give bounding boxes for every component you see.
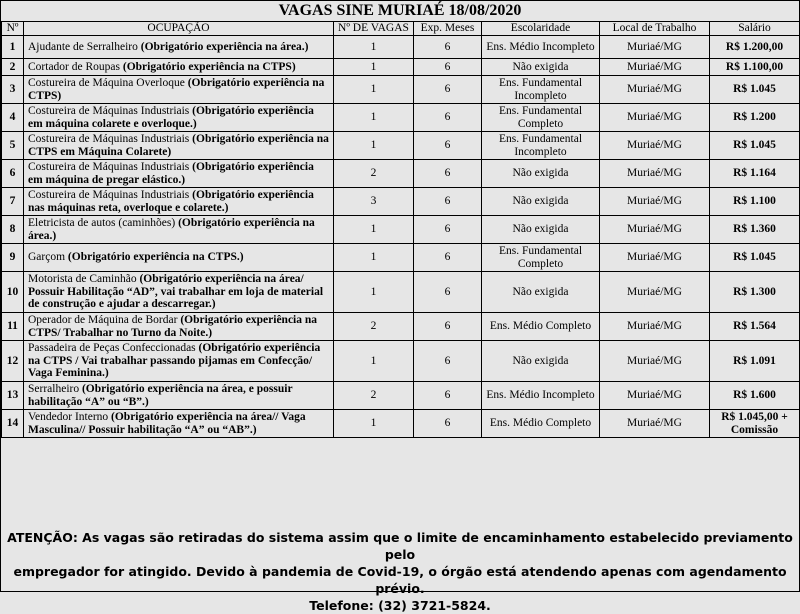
salary-value: R$ 1.164 xyxy=(733,167,776,180)
occupation-requirements: (Obrigatório experiência na CTPS) xyxy=(28,77,325,102)
schooling-value: Não exigida xyxy=(512,167,569,180)
header-number: Nº xyxy=(2,22,24,36)
vacancies-cell xyxy=(334,216,414,244)
experience-value: 6 xyxy=(444,111,451,124)
workplace-value: Muriaé/MG xyxy=(627,389,682,402)
row-number-value: 6 xyxy=(9,167,16,180)
experience-cell xyxy=(414,160,482,188)
table-row xyxy=(2,410,800,438)
schooling-cell xyxy=(482,341,600,382)
occupation-cell xyxy=(24,272,334,313)
row-number xyxy=(2,59,24,76)
experience-cell xyxy=(414,313,482,341)
row-number-value: 4 xyxy=(9,111,16,124)
workplace-value: Muriaé/MG xyxy=(627,139,682,152)
page-title: VAGAS SINE MURIAÉ 18/08/2020 xyxy=(278,2,522,19)
header-experience: Exp. Meses xyxy=(414,22,482,36)
schooling-cell xyxy=(482,410,600,438)
workplace-cell xyxy=(600,132,710,160)
row-number-value: 13 xyxy=(6,389,19,402)
row-number-value: 5 xyxy=(9,139,16,152)
occupation-name: Cortador de Roupas xyxy=(28,60,120,73)
salary-value: R$ 1.600 xyxy=(733,389,776,402)
table-row xyxy=(2,36,800,59)
row-number-value: 10 xyxy=(6,285,19,298)
occupation-requirements: (Obrigatório experiência na área, e possuir habilitação “A” ou “B”.) xyxy=(28,383,293,408)
workplace-cell xyxy=(600,382,710,410)
salary-cell xyxy=(710,272,800,313)
table-row xyxy=(2,313,800,341)
workplace-value: Muriaé/MG xyxy=(627,83,682,96)
salary-cell xyxy=(710,216,800,244)
row-number-value: 12 xyxy=(6,354,19,367)
workplace-value: Muriaé/MG xyxy=(627,285,682,298)
experience-cell xyxy=(414,59,482,76)
experience-value: 6 xyxy=(444,417,451,430)
salary-cell xyxy=(710,410,800,438)
workplace-value: Muriaé/MG xyxy=(627,417,682,430)
occupation-name: Costureira de Máquina Overloque xyxy=(28,77,185,89)
workplace-cell xyxy=(600,313,710,341)
workplace-value: Muriaé/MG xyxy=(627,320,682,333)
salary-cell xyxy=(710,76,800,104)
vacancies-value: 1 xyxy=(370,139,377,152)
vacancies-value: 1 xyxy=(370,251,377,264)
schooling-cell xyxy=(482,76,600,104)
experience-cell xyxy=(414,410,482,438)
experience-value: 6 xyxy=(444,354,451,367)
experience-value: 6 xyxy=(444,223,451,236)
vacancies-cell xyxy=(334,272,414,313)
workplace-value: Muriaé/MG xyxy=(627,354,682,367)
salary-value: R$ 1.100,00 xyxy=(725,60,784,73)
experience-value: 6 xyxy=(444,285,451,298)
salary-value: R$ 1.045,00 + Comissão xyxy=(721,411,788,436)
schooling-value: Ens. Médio Incompleto xyxy=(486,40,595,53)
occupation-cell xyxy=(24,410,334,438)
occupation-name: Ajudante de Serralheiro xyxy=(28,40,138,53)
occupation-name: Passadeira de Peças Confeccionadas xyxy=(28,342,196,355)
row-number xyxy=(2,160,24,188)
schooling-cell xyxy=(482,160,600,188)
row-number xyxy=(2,36,24,59)
row-number xyxy=(2,244,24,272)
workplace-cell xyxy=(600,76,710,104)
experience-value: 6 xyxy=(444,251,451,264)
occupation-name: Serralheiro xyxy=(28,383,80,395)
salary-value: R$ 1.045 xyxy=(733,83,776,96)
schooling-value: Ens. Médio Completo xyxy=(489,417,592,430)
vacancies-value: 1 xyxy=(370,417,377,430)
row-number xyxy=(2,313,24,341)
occupation-requirements: (Obrigatório experiência nas máquinas reta, overloque e colarete.) xyxy=(28,189,314,214)
experience-value: 6 xyxy=(444,60,451,73)
row-number xyxy=(2,104,24,132)
salary-cell xyxy=(710,36,800,59)
schooling-cell xyxy=(482,36,600,59)
experience-cell xyxy=(414,244,482,272)
vacancies-value: 2 xyxy=(370,320,377,333)
notice-footer xyxy=(1,529,799,614)
workplace-cell xyxy=(600,59,710,76)
schooling-cell xyxy=(482,272,600,313)
notice-line-2: empregador for atingido. Devido à pandemia de Covid-19, o órgão está atendendo apenas com agendamento prévio. xyxy=(13,564,787,596)
vacancies-value: 3 xyxy=(370,195,377,208)
experience-value: 6 xyxy=(444,195,451,208)
occupation-requirements: (Obrigatório experiência na área// Vaga Masculina// Possuir habilitação “A” ou “AB”.) xyxy=(28,411,306,436)
experience-value: 6 xyxy=(444,40,451,53)
salary-cell xyxy=(710,341,800,382)
occupation-cell xyxy=(24,244,334,272)
salary-value: R$ 1.045 xyxy=(733,139,776,152)
row-number-value: 9 xyxy=(9,251,16,264)
table-row xyxy=(2,272,800,313)
row-number-value: 3 xyxy=(9,83,16,96)
schooling-cell xyxy=(482,132,600,160)
workplace-value: Muriaé/MG xyxy=(627,251,682,264)
schooling-cell xyxy=(482,216,600,244)
schooling-cell xyxy=(482,382,600,410)
row-number-value: 8 xyxy=(9,223,16,236)
row-number xyxy=(2,272,24,313)
row-number-value: 11 xyxy=(7,320,18,333)
schooling-value: Ens. Fundamental Incompleto xyxy=(498,77,583,102)
workplace-cell xyxy=(600,272,710,313)
vacancies-cell xyxy=(334,132,414,160)
row-number xyxy=(2,76,24,104)
occupation-requirements: (Obrigatório experiência na CTPS) xyxy=(122,60,296,73)
vacancies-value: 1 xyxy=(370,285,377,298)
occupation-name: Costureira de Máquinas Industriais xyxy=(28,105,190,117)
salary-value: R$ 1.045 xyxy=(733,251,776,264)
salary-value: R$ 1.100 xyxy=(733,195,776,208)
vacancies-cell xyxy=(334,59,414,76)
header-workplace: Local de Trabalho xyxy=(600,22,710,36)
occupation-cell xyxy=(24,216,334,244)
schooling-value: Não exigida xyxy=(512,223,569,236)
schooling-cell xyxy=(482,244,600,272)
table-row xyxy=(2,341,800,382)
occupation-requirements: (Obrigatório experiência na área.) xyxy=(28,217,315,242)
table-row xyxy=(2,59,800,76)
row-number xyxy=(2,382,24,410)
header-vacancies: Nº DE VAGAS xyxy=(334,22,414,36)
salary-value: R$ 1.300 xyxy=(733,285,776,298)
experience-cell xyxy=(414,272,482,313)
table-row xyxy=(2,132,800,160)
salary-value: R$ 1.091 xyxy=(733,354,776,367)
vacancies-value: 2 xyxy=(370,167,377,180)
salary-cell xyxy=(710,188,800,216)
occupation-name: Costureira de Máquinas Industriais xyxy=(28,189,190,201)
vacancies-value: 1 xyxy=(370,60,377,73)
experience-cell xyxy=(414,132,482,160)
workplace-cell xyxy=(600,104,710,132)
vacancies-value: 1 xyxy=(370,223,377,236)
schooling-value: Não exigida xyxy=(512,354,569,367)
table-row xyxy=(2,382,800,410)
experience-value: 6 xyxy=(444,320,451,333)
occupation-requirements: (Obrigatório experiência na CTPS/ Trabalhar no Turno da Noite.) xyxy=(28,314,318,339)
salary-cell xyxy=(710,104,800,132)
vacancies-cell xyxy=(334,313,414,341)
salary-cell xyxy=(710,244,800,272)
workplace-value: Muriaé/MG xyxy=(627,60,682,73)
vacancies-cell xyxy=(334,244,414,272)
schooling-value: Ens. Fundamental Completo xyxy=(498,105,583,130)
workplace-cell xyxy=(600,410,710,438)
salary-value: R$ 1.564 xyxy=(733,320,776,333)
vacancies-cell xyxy=(334,341,414,382)
row-number xyxy=(2,188,24,216)
salary-cell xyxy=(710,160,800,188)
occupation-cell xyxy=(24,160,334,188)
experience-value: 6 xyxy=(444,139,451,152)
schooling-value: Não exigida xyxy=(512,195,569,208)
vacancies-value: 1 xyxy=(370,111,377,124)
table-row xyxy=(2,244,800,272)
row-number xyxy=(2,132,24,160)
salary-cell xyxy=(710,382,800,410)
occupation-cell xyxy=(24,382,334,410)
workplace-cell xyxy=(600,244,710,272)
experience-cell xyxy=(414,341,482,382)
experience-cell xyxy=(414,76,482,104)
salary-value: R$ 1.200,00 xyxy=(725,40,784,53)
occupation-requirements: (Obrigatório experiência na CTPS.) xyxy=(67,251,244,264)
table-row xyxy=(2,216,800,244)
table-row xyxy=(2,188,800,216)
occupation-cell xyxy=(24,104,334,132)
experience-value: 6 xyxy=(444,389,451,402)
experience-cell xyxy=(414,36,482,59)
workplace-value: Muriaé/MG xyxy=(627,223,682,236)
vacancies-cell xyxy=(334,160,414,188)
workplace-value: Muriaé/MG xyxy=(627,167,682,180)
occupation-name: Operador de Máquina de Bordar xyxy=(28,314,178,326)
workplace-cell xyxy=(600,160,710,188)
experience-cell xyxy=(414,188,482,216)
vacancies-cell xyxy=(334,410,414,438)
notice-line-1: ATENÇÃO: As vagas são retiradas do sistema assim que o limite de encaminhamento estabelecido previamento pelo xyxy=(7,530,793,562)
vacancies-cell xyxy=(334,188,414,216)
vacancies-value: 1 xyxy=(370,40,377,53)
occupation-cell xyxy=(24,132,334,160)
workplace-cell xyxy=(600,216,710,244)
vacancies-value: 1 xyxy=(370,354,377,367)
row-number-value: 1 xyxy=(9,40,16,53)
experience-value: 6 xyxy=(444,83,451,96)
vacancies-cell xyxy=(334,382,414,410)
phone-line: Telefone: (32) 3721-5824. xyxy=(309,598,491,613)
row-number xyxy=(2,216,24,244)
occupation-cell xyxy=(24,341,334,382)
vacancies-value: 2 xyxy=(370,389,377,402)
table-header-row xyxy=(2,22,800,36)
schooling-value: Não exigida xyxy=(512,60,569,73)
salary-value: R$ 1.360 xyxy=(733,223,776,236)
salary-value: R$ 1.200 xyxy=(733,111,776,124)
workplace-value: Muriaé/MG xyxy=(627,195,682,208)
occupation-requirements: (Obrigatório experiência na área/ Possuir Habilitação “AD”, vai trabalhar em loja de material de construção e ajudar a descarregar.) xyxy=(28,273,324,311)
occupation-requirements: (Obrigatório experiência na CTPS / Vai trabalhar passando pijamas em Confecção/ Vaga Feminina.) xyxy=(28,342,321,380)
table-row xyxy=(2,160,800,188)
occupation-requirements: (Obrigatório experiência na CTPS em Máquina Colarete) xyxy=(28,133,329,158)
schooling-value: Ens. Fundamental Incompleto xyxy=(498,133,583,158)
experience-value: 6 xyxy=(444,167,451,180)
occupation-name: Eletricista de autos (caminhões) xyxy=(28,217,176,229)
workplace-value: Muriaé/MG xyxy=(627,40,682,53)
vacancies-cell xyxy=(334,104,414,132)
header-salary: Salário xyxy=(710,22,800,36)
occupation-cell xyxy=(24,59,334,76)
occupation-requirements: (Obrigatório experiência na área.) xyxy=(140,40,309,53)
occupation-cell xyxy=(24,313,334,341)
schooling-cell xyxy=(482,104,600,132)
workplace-cell xyxy=(600,341,710,382)
schooling-value: Não exigida xyxy=(512,285,569,298)
table-row xyxy=(2,76,800,104)
occupation-requirements: (Obrigatório experiência em máquina de pregar elástico.) xyxy=(28,161,314,186)
experience-cell xyxy=(414,104,482,132)
schooling-cell xyxy=(482,313,600,341)
vacancies-table xyxy=(1,21,800,438)
schooling-cell xyxy=(482,188,600,216)
row-number xyxy=(2,410,24,438)
schooling-cell xyxy=(482,59,600,76)
vacancies-value: 1 xyxy=(370,83,377,96)
header-schooling: Escolaridade xyxy=(482,22,600,36)
occupation-requirements: (Obrigatório experiência em máquina colarete e overloque.) xyxy=(28,105,314,130)
salary-cell xyxy=(710,313,800,341)
row-number-value: 7 xyxy=(9,195,16,208)
schooling-value: Ens. Médio Completo xyxy=(489,320,592,333)
occupation-name: Costureira de Máquinas Industriais xyxy=(28,161,190,173)
occupation-name: Motorista de Caminhão xyxy=(28,273,137,286)
occupation-cell xyxy=(24,188,334,216)
occupation-cell xyxy=(24,36,334,59)
occupation-name: Vendedor Interno xyxy=(28,411,109,423)
workplace-cell xyxy=(600,36,710,59)
row-number-value: 2 xyxy=(9,60,16,73)
header-occupation: OCUPAÇÃO xyxy=(24,22,334,36)
schooling-value: Ens. Fundamental Completo xyxy=(498,245,583,270)
workplace-cell xyxy=(600,188,710,216)
occupation-cell xyxy=(24,76,334,104)
vacancies-cell xyxy=(334,36,414,59)
table-row xyxy=(2,104,800,132)
salary-cell xyxy=(710,132,800,160)
salary-cell xyxy=(710,59,800,76)
vacancies-cell xyxy=(334,76,414,104)
workplace-value: Muriaé/MG xyxy=(627,111,682,124)
experience-cell xyxy=(414,382,482,410)
experience-cell xyxy=(414,216,482,244)
occupation-name: Garçom xyxy=(28,251,66,264)
row-number xyxy=(2,341,24,382)
row-number-value: 14 xyxy=(6,417,19,430)
schooling-value: Ens. Médio Incompleto xyxy=(486,389,595,402)
occupation-name: Costureira de Máquinas Industriais xyxy=(28,133,190,145)
